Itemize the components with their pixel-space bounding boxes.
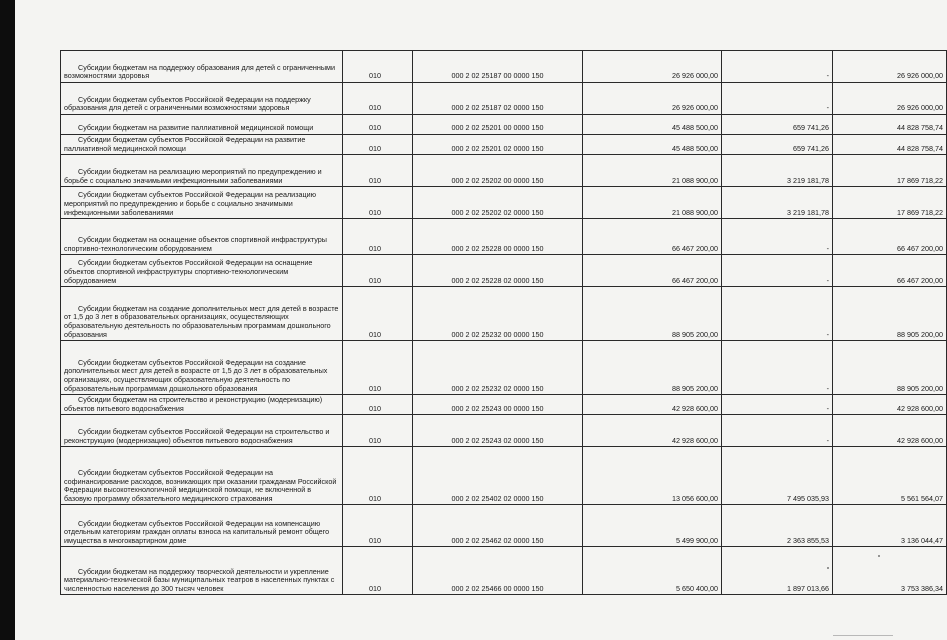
row-name-text: Субсидии бюджетам на поддержку образования для детей с ограниченными возможностями здоровья — [64, 62, 335, 81]
row-remaining-amount: 26 926 000,00 — [833, 83, 947, 115]
row-code: 010 — [343, 287, 413, 341]
row-kbk: 000 2 02 25201 02 0000 150 — [413, 135, 583, 155]
row-plan-amount: 88 905 200,00 — [583, 287, 722, 341]
row-kbk: 000 2 02 25228 00 0000 150 — [413, 219, 583, 255]
row-plan-amount: 26 926 000,00 — [583, 83, 722, 115]
row-plan-amount: 88 905 200,00 — [583, 341, 722, 395]
row-kbk: 000 2 02 25187 02 0000 150 — [413, 83, 583, 115]
row-executed-amount: 1 897 013,66 — [722, 547, 833, 595]
row-remaining-amount: 44 828 758,74 — [833, 115, 947, 135]
row-code: 010 — [343, 415, 413, 447]
row-executed-amount: - — [722, 395, 833, 415]
row-kbk: 000 2 02 25201 00 0000 150 — [413, 115, 583, 135]
row-plan-amount: 45 488 500,00 — [583, 115, 722, 135]
scan-speck — [827, 567, 829, 569]
row-remaining-amount: 88 905 200,00 — [833, 341, 947, 395]
row-name-text: Субсидии бюджетам субъектов Российской Федерации на поддержку образования для детей с ограниченными возможностями здоровья — [64, 94, 311, 113]
row-name-text: Субсидии бюджетам на реализацию мероприятий по предупреждению и борьбе с социально значимыми инфекционными заболеваниями — [64, 167, 322, 185]
row-name-text: Субсидии бюджетам субъектов Российской Федерации на софинансирование расходов, возникающих при оказании гражданам Российской Федерации высокотехнологичной медицинской помощи, не включенной в базовую программу обязательного медицинского страхования — [64, 468, 337, 503]
row-remaining-amount: 17 869 718,22 — [833, 155, 947, 187]
row-name — [61, 51, 343, 83]
table-row — [61, 415, 947, 447]
row-plan-amount: 5 499 900,00 — [583, 505, 722, 547]
row-remaining-amount: 5 561 564,07 — [833, 447, 947, 505]
row-name — [61, 341, 343, 395]
row-executed-amount: - — [722, 51, 833, 83]
scan-speck — [878, 555, 880, 557]
row-name — [61, 219, 343, 255]
row-remaining-amount: 26 926 000,00 — [833, 51, 947, 83]
row-kbk: 000 2 02 25232 02 0000 150 — [413, 341, 583, 395]
row-code: 010 — [343, 255, 413, 287]
row-plan-amount: 13 056 600,00 — [583, 447, 722, 505]
table-row — [61, 219, 947, 255]
row-executed-amount: - — [722, 83, 833, 115]
row-executed-amount: 2 363 855,53 — [722, 505, 833, 547]
row-name — [61, 155, 343, 187]
row-kbk: 000 2 02 25243 00 0000 150 — [413, 395, 583, 415]
row-executed-amount: - — [722, 255, 833, 287]
row-name — [61, 505, 343, 547]
row-executed-amount: 659 741,26 — [722, 115, 833, 135]
row-name — [61, 415, 343, 447]
row-name-text: Субсидии бюджетам субъектов Российской Федерации на оснащение объектов спортивной инфраструктуры спортивно-технологическим оборудованием — [64, 258, 313, 285]
row-name — [61, 255, 343, 287]
table-row — [61, 83, 947, 115]
row-name — [61, 447, 343, 505]
table-row — [61, 287, 947, 341]
table-row — [61, 447, 947, 505]
row-code: 010 — [343, 341, 413, 395]
row-name-text: Субсидии бюджетам на создание дополнительных мест для детей в возрасте от 1,5 до 3 лет в образовательных организациях, осуществляющих образовательную деятельность по образовательным программам дошкольного образования — [64, 303, 339, 339]
budget-table — [60, 50, 947, 595]
scan-left-edge — [0, 0, 15, 640]
row-plan-amount: 45 488 500,00 — [583, 135, 722, 155]
table-row — [61, 155, 947, 187]
row-name-text: Субсидии бюджетам на развитие паллиативной медицинской помощи — [78, 123, 314, 133]
row-plan-amount: 5 650 400,00 — [583, 547, 722, 595]
row-plan-amount: 42 928 600,00 — [583, 415, 722, 447]
row-kbk: 000 2 02 25202 02 0000 150 — [413, 187, 583, 219]
row-name-text: Субсидии бюджетам субъектов Российской Федерации на компенсацию отдельным категориям граждан оплаты взноса на капитальный ремонт общего имущества в многоквартирном доме — [64, 518, 330, 545]
row-name-text: Субсидии бюджетам субъектов Российской Федерации на создание дополнительных мест для детей в возрасте от 1,5 до 3 лет в образовательных организациях, осуществляющих образовательную деятельность по образовательным программам дошкольного образования — [64, 357, 328, 393]
row-kbk: 000 2 02 25466 00 0000 150 — [413, 547, 583, 595]
row-kbk: 000 2 02 25202 00 0000 150 — [413, 155, 583, 187]
row-name — [61, 395, 343, 415]
row-name-text: Субсидии бюджетам на поддержку творческой деятельности и укрепление материально-технической базы муниципальных театров в населенных пунктах с численностью населения до 300 тысяч человек — [64, 566, 335, 593]
row-code: 010 — [343, 447, 413, 505]
row-executed-amount: - — [722, 287, 833, 341]
row-code: 010 — [343, 155, 413, 187]
row-plan-amount: 66 467 200,00 — [583, 255, 722, 287]
row-code: 010 — [343, 505, 413, 547]
row-code: 010 — [343, 135, 413, 155]
row-executed-amount: 659 741,26 — [722, 135, 833, 155]
row-name — [61, 115, 343, 135]
row-remaining-amount: 66 467 200,00 — [833, 219, 947, 255]
row-name-text: Субсидии бюджетам субъектов Российской Федерации на реализацию мероприятий по предупреждению и борьбе с социально значимыми инфекционными заболеваниями — [64, 190, 317, 217]
row-executed-amount: - — [722, 415, 833, 447]
row-code: 010 — [343, 83, 413, 115]
row-remaining-amount: 3 136 044,47 — [833, 505, 947, 547]
budget-table-body — [61, 51, 947, 595]
row-kbk: 000 2 02 25243 02 0000 150 — [413, 415, 583, 447]
row-code: 010 — [343, 51, 413, 83]
table-row — [61, 395, 947, 415]
row-name-text: Субсидии бюджетам на оснащение объектов спортивной инфраструктуры спортивно-технологическим оборудованием — [64, 235, 327, 253]
row-executed-amount: - — [722, 341, 833, 395]
row-plan-amount: 21 088 900,00 — [583, 155, 722, 187]
row-remaining-amount: 42 928 600,00 — [833, 415, 947, 447]
row-name-text: Субсидии бюджетам субъектов Российской Федерации на строительство и реконструкцию (модернизацию) объектов питьевого водоснабжения — [64, 427, 330, 445]
table-row — [61, 341, 947, 395]
row-code: 010 — [343, 547, 413, 595]
row-executed-amount: 3 219 181,78 — [722, 155, 833, 187]
row-plan-amount: 26 926 000,00 — [583, 51, 722, 83]
row-name-text: Субсидии бюджетам на строительство и реконструкцию (модернизацию) объектов питьевого водоснабжения — [64, 395, 323, 413]
table-row — [61, 187, 947, 219]
row-code: 010 — [343, 219, 413, 255]
row-plan-amount: 42 928 600,00 — [583, 395, 722, 415]
row-code: 010 — [343, 115, 413, 135]
row-remaining-amount: 42 928 600,00 — [833, 395, 947, 415]
table-row — [61, 115, 947, 135]
row-plan-amount: 66 467 200,00 — [583, 219, 722, 255]
row-kbk: 000 2 02 25402 02 0000 150 — [413, 447, 583, 505]
row-kbk: 000 2 02 25187 00 0000 150 — [413, 51, 583, 83]
row-executed-amount: - — [722, 219, 833, 255]
table-row — [61, 135, 947, 155]
row-name — [61, 187, 343, 219]
row-remaining-amount: 17 869 718,22 — [833, 187, 947, 219]
row-executed-amount: 7 495 035,93 — [722, 447, 833, 505]
row-kbk: 000 2 02 25228 02 0000 150 — [413, 255, 583, 287]
table-row — [61, 51, 947, 83]
row-name-text: Субсидии бюджетам субъектов Российской Федерации на развитие паллиативной медицинской помощи — [64, 135, 306, 153]
row-remaining-amount: 3 753 386,34 — [833, 547, 947, 595]
table-row — [61, 547, 947, 595]
row-kbk: 000 2 02 25232 00 0000 150 — [413, 287, 583, 341]
scan-artifact — [833, 635, 893, 636]
row-code: 010 — [343, 187, 413, 219]
row-remaining-amount: 88 905 200,00 — [833, 287, 947, 341]
row-executed-amount: 3 219 181,78 — [722, 187, 833, 219]
row-name — [61, 547, 343, 595]
row-name — [61, 287, 343, 341]
row-remaining-amount: 66 467 200,00 — [833, 255, 947, 287]
row-code: 010 — [343, 395, 413, 415]
row-name — [61, 135, 343, 155]
row-plan-amount: 21 088 900,00 — [583, 187, 722, 219]
table-row — [61, 505, 947, 547]
row-remaining-amount: 44 828 758,74 — [833, 135, 947, 155]
table-row — [61, 255, 947, 287]
row-kbk: 000 2 02 25462 02 0000 150 — [413, 505, 583, 547]
row-name — [61, 83, 343, 115]
